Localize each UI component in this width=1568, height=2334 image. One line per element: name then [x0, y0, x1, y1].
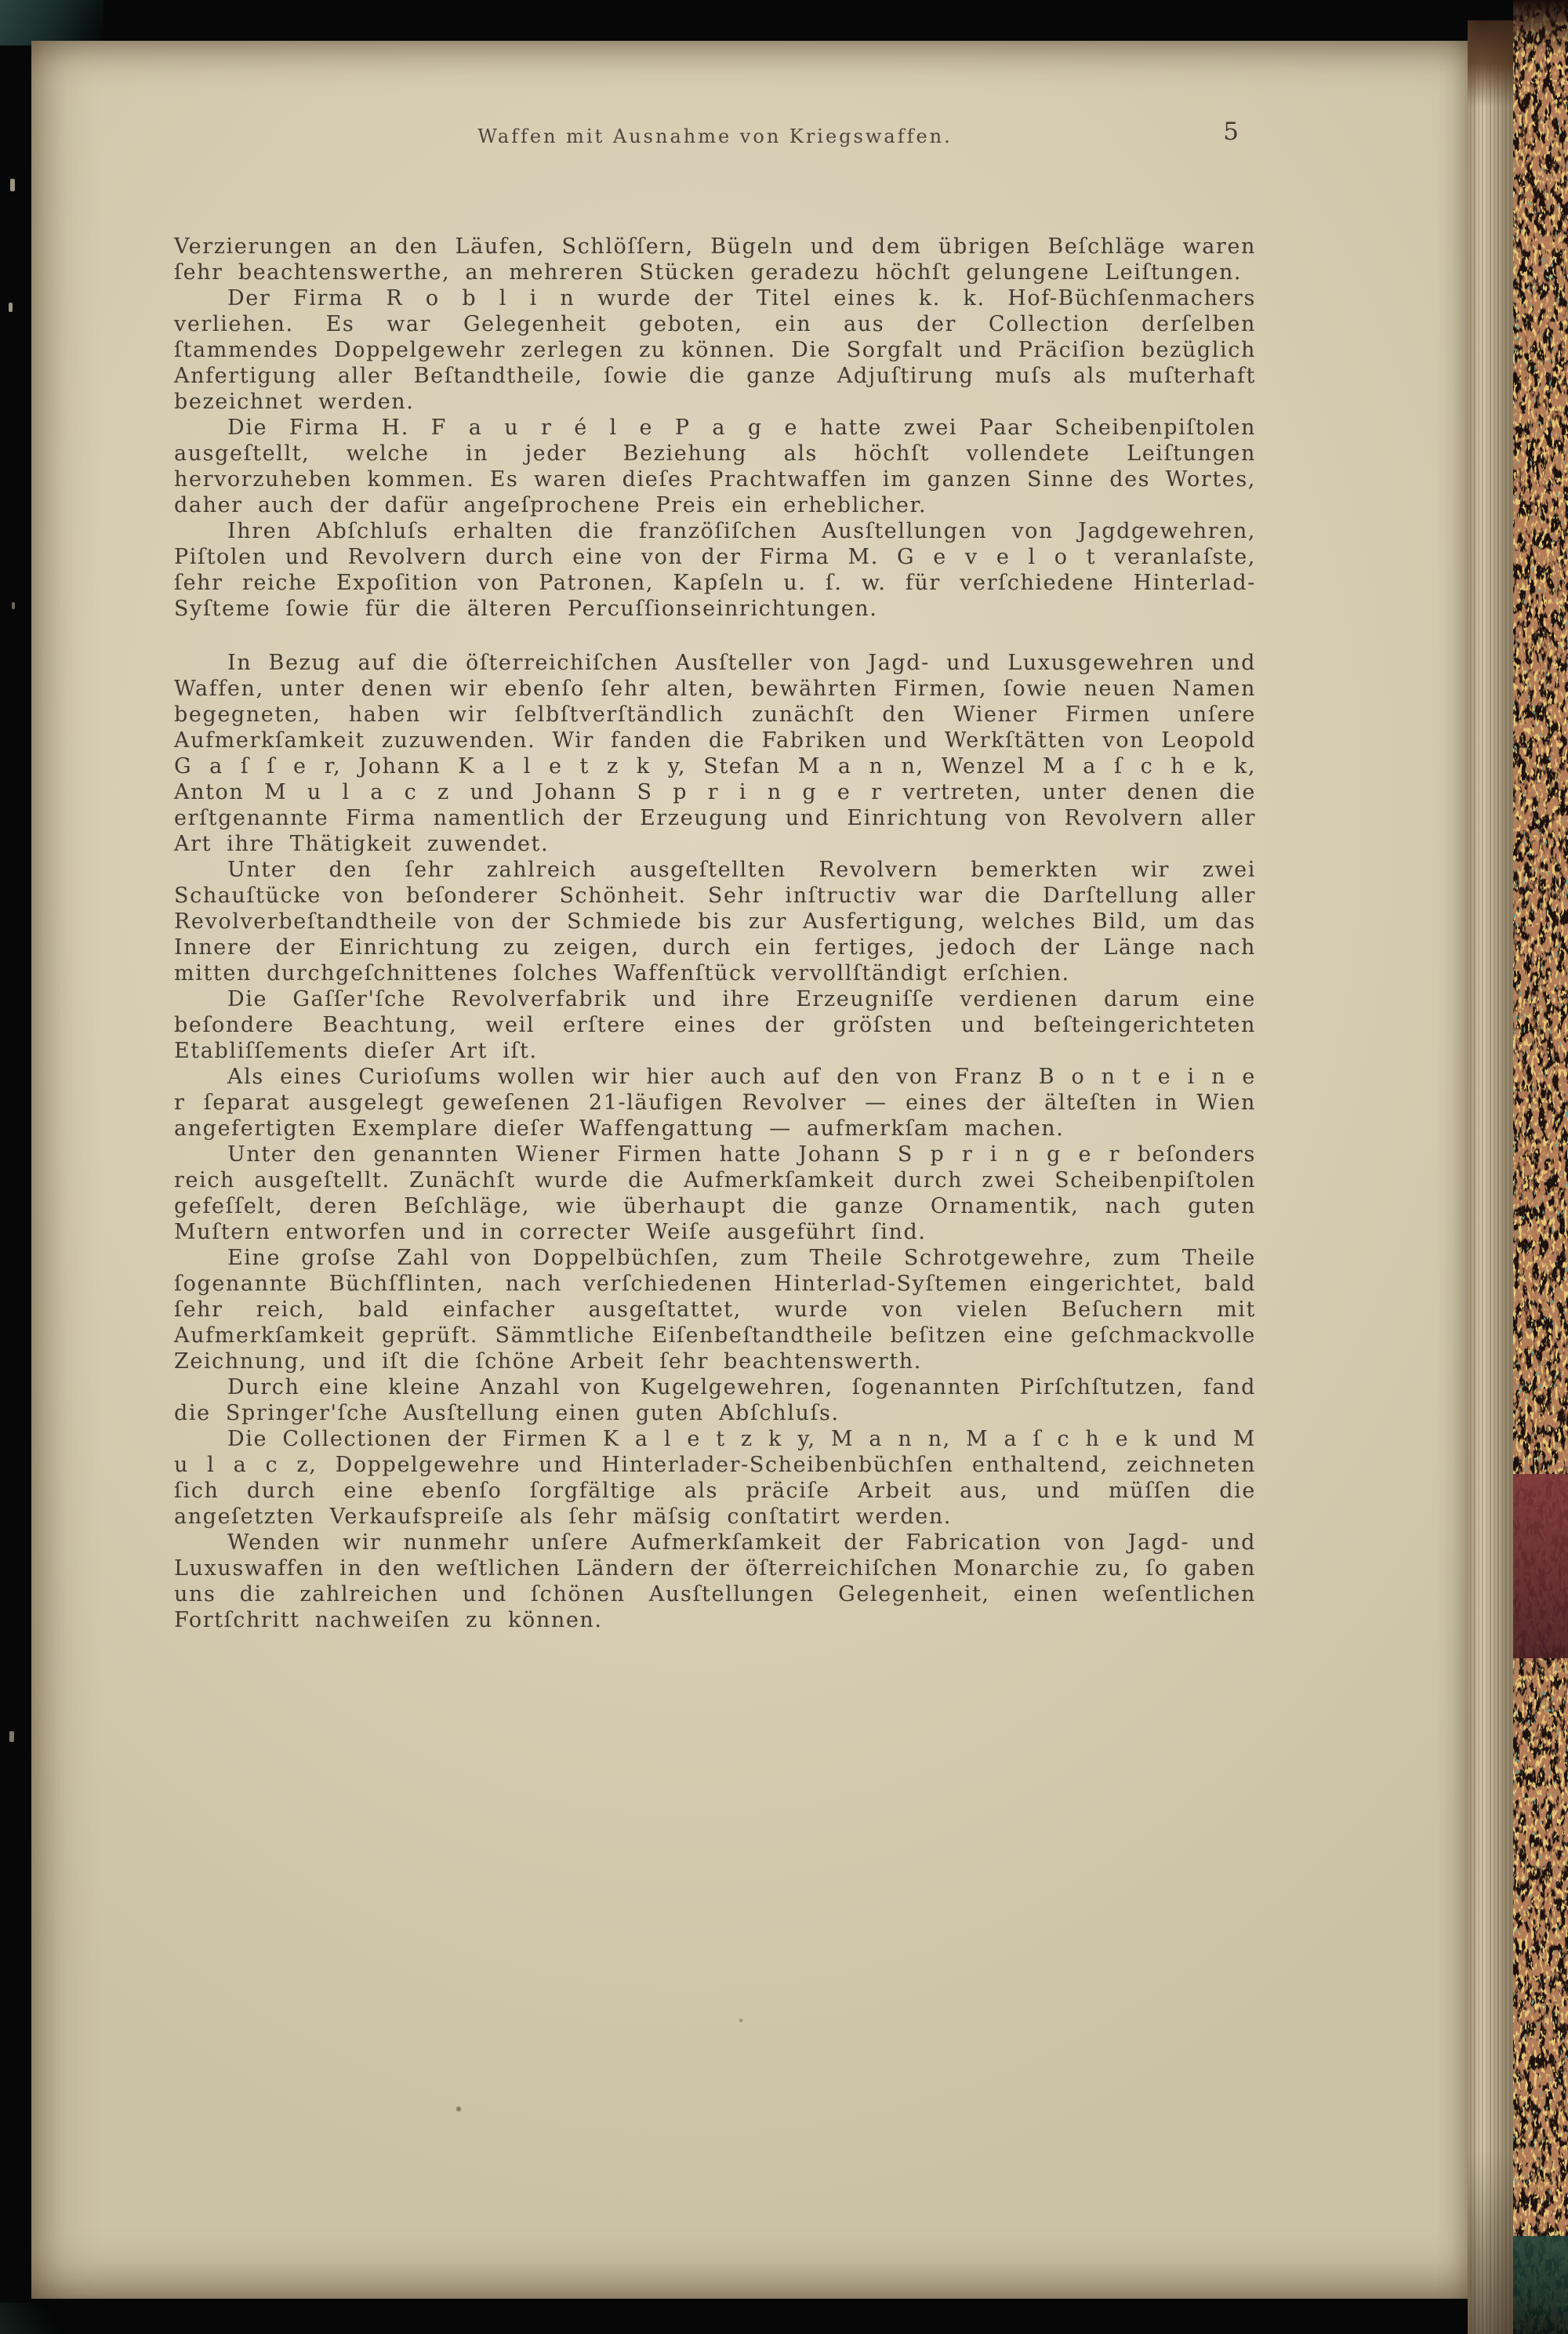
book-page: [31, 41, 1468, 2299]
body-text: [174, 234, 1256, 1633]
paragraph-10: Eine groſse Zahl von Doppelbüchſen, zum Theile Schrotgewehre, zum Theile ſogenannte Büchſflinten, nach verſchiedenen Hinterlad-Syſtemen eingerichtet, bald ſehr reich, bald einfacher ausgeſtattet, wurde von vielen Beſuchern mit Aufmerkſamkeit geprüft. Sämmtliche Eiſenbeſtandtheile beſitzen eine geſchmackvolle Zeichnung, und iſt die ſchöne Arbeit ſehr beachtenswerth.: [174, 1246, 1256, 1374]
marbled-cover-edge: [1513, 0, 1568, 2334]
book-spine-bottom-corner: [0, 2303, 71, 2334]
scan-artifact: [10, 179, 15, 191]
cover-top-shade: [1513, 0, 1568, 55]
paragraph-13: Wenden wir nunmehr unſere Aufmerkſamkeit der Fabrication von Jagd- und Luxuswaffen in den weſtlichen Ländern der öſterreichiſchen Monarchie zu, ſo gaben uns die zahlreichen und ſchönen Ausſtellungen Gelegenheit, einen weſentlichen Fortſchritt nachweiſen zu können.: [174, 1530, 1256, 1632]
paragraph-1: Verzierungen an den Läufen, Schlöſſern, Bügeln und dem übrigen Beſchläge waren ſehr beachtenswerthe, an mehreren Stücken geradezu höchſt gelungene Leiſtungen.: [174, 234, 1256, 285]
running-header: Waffen mit Ausnahme von Kriegswaffen.: [477, 125, 953, 147]
scan-artifact: [12, 602, 15, 609]
paragraph-2: Der Firma R o b l i n wurde der Titel eines k. k. Hof-Büchſenmachers verliehen. Es war Gelegenheit geboten, ein aus der Collection derſelben ſtammendes Doppelgewehr zerlegen zu können. Die Sorgfalt und Präciſion bezüglich Anfertigung aller Beſtandtheile, ſowie die ganze Adjuſtirung muſs als muſterhaft bezeichnet werden.: [174, 286, 1256, 414]
paragraph-12: Die Collectionen der Firmen K a l e t z k y, M a n n, M a ſ c h e k und M u l a c z, Doppelgewehre und Hinterlader-Scheibenbüchſen enthaltend, zeichneten ſich durch eine ebenſo ſorgfältige als präciſe Arbeit aus, und müſſen die angeſetzten Verkaufspreiſe als ſehr mäſsig conſtatirt werden.: [174, 1427, 1256, 1529]
scan-artifact: [9, 303, 13, 312]
paragraph-5: In Bezug auf die öſterreichiſchen Ausſteller von Jagd- und Luxusgewehren und Waffen, unter denen wir ebenſo ſehr alten, bewährten Firmen, ſowie neuen Namen begegneten, haben wir ſelbſtverſtändlich zunächſt den Wiener Firmen unſere Aufmerkſamkeit zuzuwenden. Wir fanden die Fabriken und Werkſtätten von Leopold G a ſ ſ e r, Johann K a l e t z k y, Stefan M a n n, Wenzel M a ſ c h e k, Anton M u l a c z und Johann S p r i n g e r vertreten, unter denen die erſtgenannte Firma namentlich der Erzeugung und Einrichtung von Revolvern aller Art ihre Thätigkeit zuwendet.: [174, 651, 1256, 856]
page-stack-edges: [1468, 20, 1513, 2334]
page-header-row: [174, 118, 1256, 157]
paragraph-9: Unter den genannten Wiener Firmen hatte Johann S p r i n g e r beſonders reich ausgeſtellt. Zunächſt wurde die Aufmerkſamkeit durch zwei Scheibenpiſtolen gefeſſelt, deren Beſchläge, wie überhaupt die ganze Ornamentik, nach guten Muſtern entworfen und in correcter Weiſe ausgeführt ſind.: [174, 1142, 1256, 1244]
paragraph-7: Die Gaſſer'ſche Revolverfabrik und ihre Erzeugniſſe verdienen darum eine beſondere Beachtung, weil erſtere eines der gröſsten und beſteingerichteten Etabliſſements dieſer Art iſt.: [174, 987, 1256, 1063]
cover-bottom-edge: [1513, 2236, 1568, 2334]
paragraph-6: Unter den ſehr zahlreich ausgeſtellten Revolvern bemerkten wir zwei Schauſtücke von beſonderer Schönheit. Sehr inſtructiv war die Darſtellung aller Revolverbeſtandtheile von der Schmiede bis zur Ausfertigung, welches Bild, um das Innere der Einrichtung zu zeigen, durch ein fertiges, jedoch der Länge nach mitten durchgeſchnittenes ſolches Waffenſtück vervollſtändigt erſchien.: [174, 858, 1256, 986]
paragraph-3: Die Firma H. F a u r é l e P a g e hatte zwei Paar Scheibenpiſtolen ausgeſtellt, welche in jeder Beziehung als höchſt vollendete Leiſtungen hervorzuheben kommen. Es waren dieſes Prachtwaffen im ganzen Sinne des Wortes, daher auch der dafür angeſprochene Preis ein erheblicher.: [174, 416, 1256, 517]
scan-artifact: [9, 1731, 14, 1742]
paragraph-11: Durch eine kleine Anzahl von Kugelgewehren, ſogenannten Pirſchſtutzen, fand die Springer'ſche Ausſtellung einen guten Abſchluſs.: [174, 1375, 1256, 1425]
paragraph-4: Ihren Abſchluſs erhalten die franzöſiſchen Ausſtellungen von Jagdgewehren, Piſtolen und Revolvern durch eine von der Firma M. G e v e l o t veranlaſste, ſehr reiche Expoſition von Patronen, Kapſeln u. ſ. w. für verſchiedene Hinterlad-Syſteme ſowie für die älteren Percuſſionseinrichtungen.: [174, 519, 1256, 621]
leather-patch: [1513, 1474, 1568, 1658]
book-spine-top-corner: [0, 0, 103, 45]
marble-texture: [1513, 0, 1568, 2334]
text-column: [174, 118, 1256, 1633]
page-number: 5: [1223, 118, 1239, 146]
paragraph-8: Als eines Curioſums wollen wir hier auch auf den von Franz B o n t e i n e r ſeparat ausgelegt geweſenen 21-läufigen Revolver — eines der älteſten in Wien angefertigten Exemplare dieſer Waffengattung — aufmerkſam machen.: [174, 1065, 1256, 1141]
